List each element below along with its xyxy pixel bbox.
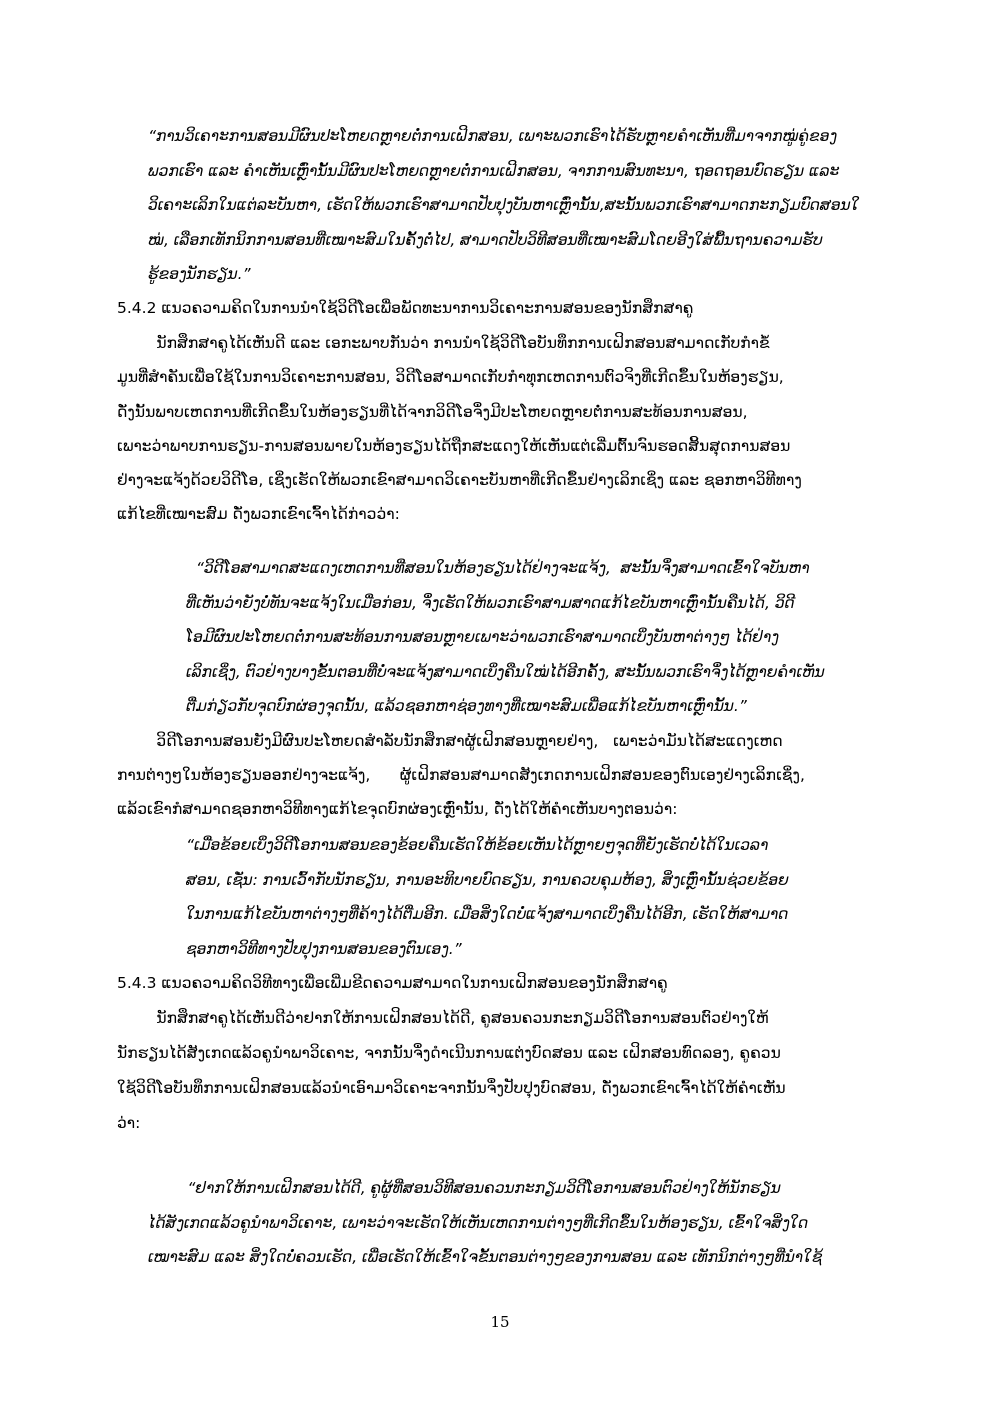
section-heading-5-4-3: 5.4.3 ແນວຄວາມຄິດວິທີທາງເພື່ອເພີ່ມຂີດຄວາມສາມາດໃນການເຝິກສອນຂອງນັກສຶກສາຄູ [117, 974, 668, 992]
paragraph-line: ຢ່າງຈະແຈ້ງດ້ວຍວິດີໂອ, ເຊິ່ງເຮັດໃຫ້ພວກເຂົາສາມາດວິເຄາະບັນຫາທີ່ເກີດຂຶ້ນຢ່າງເລິກເຊິ່ງ ແລະ ຊອກຫາວິທີທາງ [117, 471, 802, 490]
quote-line: ວິເຄາະເລິກໃນແຕ່ລະບັນຫາ, ເຮັດໃຫ້ພວກເຮົາສາມາດປັບປຸງບັນຫາເຫຼົ່ານັ້ນ,ສະນັ້ນພວກເຮົາສາມາດກະກຽມບົດສອນໃ [148, 196, 860, 215]
paragraph-2 [117, 724, 890, 826]
paragraph-line: ນັກສຶກສາຄູໄດ້ເຫັນດີ ແລະ ເອກະພາບກັນວ່າ ການນຳໃຊ້ວິດີໂອບັນທຶກການເຝິກສອນສາມາດເກັບກຳຂໍ້ [117, 334, 770, 352]
quote-line: ເລິກເຊິ່ງ, ຕົວຢ່າງບາງຂັ້ນຕອນທີ່ບໍ່ຈະແຈ້ງສາມາດເບິ່ງຄືນໃໝ່ໄດ້ອີກຄັ້ງ, ສະນັ້ນພວກເຮົາຈຶ່ງໄດ້ຫຼາຍຄຳເຫັນ [186, 662, 825, 681]
paragraph-line: ດັ່ງນັ້ນພາບເຫດການທີ່ເກີດຂຶ້ນໃນຫ້ອງຮຽນທີ່ໄດ້ຈາກວິດີໂອຈຶ່ງມີປະໂຫຍດຫຼາຍຕໍ່ການສະທ້ອນການສອນ, [117, 402, 748, 421]
quote-block-4 [148, 1171, 893, 1275]
quote-line: “ເມື່ອຂ້ອຍເບິ່ງວິດີໂອການສອນຂອງຂ້ອຍຄືນເຮັດໃຫ້ຂ້ອຍເຫັນໄດ້ຫຼາຍໆຈຸດທີ່ຍັງເຮັດບໍ່ໄດ້ໃນເວລາ [186, 836, 769, 854]
paragraph-3 [117, 1001, 890, 1141]
paragraph-line: ໃຊ້ວິດີໂອບັນທຶກການເຝິກສອນແລ້ວນຳເອົາມາວິເຄາະຈາກນັ້ນຈຶ່ງປັບປຸງບົດສອນ, ດັ່ງພວກເຂົາເຈົ້າໄດ້ໃຫ້ຄຳເຫັນ [117, 1079, 786, 1097]
paragraph-line: ແກ້ໄຂທີ່ເໝາະສົມ ດັ່ງພວກເຂົາເຈົ້າໄດ້ກ່າວວ່າ: [117, 505, 400, 524]
quote-line: ໄດ້ສັງເກດແລ້ວຄູນຳພາວິເຄາະ, ເພາະວ່າຈະເຮັດໃຫ້ເຫັນເຫດການຕ່າງໆທີ່ເກີດຂຶ້ນໃນຫ້ອງຮຽນ, ເຂົ້າໃຈສິ່ງໃດ [148, 1213, 809, 1232]
paragraph-line: ນັກຮຽນໄດ້ສັງເກດແລ້ວຄູນຳພາວິເຄາະ, ຈາກນັ້ນຈຶ່ງດຳເນີນການແຕ່ງບົດສອນ ແລະ ເຝິກສອນທົດລອງ, ຄູຄວນ [117, 1044, 781, 1062]
quote-line: ຕື່ມກ່ຽວກັບຈຸດບົກຜ່ອງຈຸດນັ້ນ, ແລ້ວຊອກຫາຊ່ອງທາງທີ່ເໝາະສົມເພື່ອແກ້ໄຂບັນຫາເຫຼົ່ານັ້ນ.” [186, 697, 747, 715]
paragraph-line: ເພາະວ່າພາບການຮຽນ-ການສອນພາຍໃນຫ້ອງຮຽນໄດ້ຖືກສະແດງໃຫ້ເຫັນແຕ່ເລີ່ມຕົ້ນຈົນຮອດສິ້ນສຸດການສອນ [117, 436, 791, 455]
paragraph-line: ມູນທີ່ສຳຄັນເພື່ອໃຊ້ໃນການວິເຄາະການສອນ, ວິດີໂອສາມາດເກັບກຳທຸກເຫດການຕົວຈິງທີ່ເກີດຂຶ້ນໃນຫ້ອງຮຽນ, [117, 368, 784, 387]
quote-line: ຊອກຫາວິທີທາງປັບປຸງການສອນຂອງຕົນເອງ.” [186, 939, 462, 958]
paragraph-line: ວ່າ: [117, 1114, 141, 1132]
paragraph-line: ການຕ່າງໆໃນຫ້ອງຮຽນອອກຢ່າງຈະແຈ້ງ, ຜູ້ເຝິກສອນສາມາດສັງເກດການເຝິກສອນຂອງຕົນເອງຢ່າງເລິກເຊິ່ງ, [117, 766, 805, 784]
quote-line: ທີ່ເຫັນວ່າຍັງບໍ່ທັນຈະແຈ້ງໃນເມື່ອກ່ອນ, ຈຶ່ງເຮັດໃຫ້ພວກເຮົາສາມສາດແກ້ໄຂບັນຫາເຫຼົ່ານັ້ນຄືນໄດ້, ວິດີ [186, 593, 795, 612]
quote-line: “ຢາກໃຫ້ການເຝິກສອນໄດ້ດີ, ຄູຜູ້ທີ່ສອນວິທີສອນຄວນກະກຽມວິດີໂອການສອນຕົວຢ່າງໃຫ້ນັກຮຽນ [148, 1179, 781, 1197]
quote-block-3 [186, 828, 890, 966]
quote-line: “ການວິເຄາະການສອນມີຜົນປະໂຫຍດຫຼາຍຕໍ່ການເຝິກສອນ, ເພາະພວກເຮົາໄດ້ຮັບຫຼາຍຄຳເຫັນທີ່ມາຈາກໝູ່ຄູ່ຂອງ [148, 127, 838, 145]
paragraph-line: ນັກສຶກສາຄູໄດ້ເຫັນດີວ່າຢາກໃຫ້ການເຝິກສອນໄດ້ດີ, ຄູສອນຄວນກະກຽມວິດີໂອການສອນຕົວຢ່າງໃຫ້ [117, 1009, 769, 1027]
page-number: 15 [490, 1313, 510, 1331]
quote-line: “ວິດີໂອສາມາດສະແດງເຫດການທີ່ສອນໃນຫ້ອງຮຽນໄດ້ຢ່າງຈະແຈ້ງ, ສະນັ້ນຈຶ່ງສາມາດເຂົ້າໃຈບັນຫາ [186, 559, 810, 577]
quote-block-1 [148, 119, 893, 292]
paragraph-line: ແລ້ວເຂົາກໍສາມາດຊອກຫາວິທີທາງແກ້ໄຂຈຸດບົກຜ່ອງເຫຼົ່ານັ້ນ, ດັ່ງໄດ້ໃຫ້ຄຳເຫັນບາງຕອນວ່າ: [117, 800, 678, 818]
quote-line: ໃນການແກ້ໄຂບັນຫາຕ່າງໆທີ່ຄ້າງໄດ້ຕື່ມອີກ. ເມື່ອສິ່ງໃດບໍ່ແຈ້ງສາມາດເບິ່ງຄືນໄດ້ອີກ, ເຮັດໃຫ້ສາມາດ [186, 905, 789, 923]
quote-line: ເໝາະສົມ ແລະ ສິ່ງໃດບໍ່ຄວນເຮັດ, ເພື່ອເຮັດໃຫ້ເຂົ້າໃຈຂັ້ນຕອນຕ່າງໆຂອງການສອນ ແລະ ເທັກນິກຕ່າງໆທີ່ນຳໃຊ້ [148, 1248, 823, 1266]
section-heading-5-4-2: 5.4.2 ແນວຄວາມຄິດໃນການນຳໃຊ້ວິດີໂອເພື່ອພັດທະນາການວິເຄາະການສອນຂອງນັກສຶກສາຄູ [117, 299, 694, 317]
quote-line: ຮູ້ຂອງນັກຮຽນ.” [148, 265, 251, 284]
quote-line: ສອນ, ເຊັ່ນ: ການເວົ້າກັບນັກຮຽນ, ການອະທິບາຍບົດຮຽນ, ການຄວບຄຸມຫ້ອງ, ສິ່ງເຫຼົ່ານັ້ນຊ່ວຍຂ້ອຍ [186, 870, 789, 889]
paragraph-1 [117, 326, 890, 532]
quote-line: ໝ່, ເລືອກເທັກນິກການສອນທີ່ເໝາະສົມໃນຄັ້ງຕໍ່ໄປ, ສາມາດປັບວິທີສອນທີ່ເໝາະສົມໂດຍອີງໃສ່ພື້ນຖານຄວາມຮັບ [148, 230, 823, 249]
paragraph-line: ວິດີໂອການສອນຍັງມີຜົນປະໂຫຍດສຳລັບນັກສຶກສາຜູ້ເຝິກສອນຫຼາຍຢ່າງ, ເພາະວ່າມັນໄດ້ສະແດງເຫດ [117, 732, 783, 750]
quote-line: ໂອມີຜົນປະໂຫຍດຕໍ່ການສະທ້ອນການສອນຫຼາຍເພາະວ່າພວກເຮົາສາມາດເບິ່ງບັນຫາຕ່າງໆ ໄດ້ຢ່າງ [186, 628, 779, 646]
quote-block-2 [186, 551, 890, 724]
quote-line: ພວກເຮົາ ແລະ ຄຳເຫັນເຫຼົ່ານັ້ນມີຜົນປະໂຫຍດຫຼາຍຕໍ່ການເຝິກສອນ, ຈາກການສົນທະນາ, ຖອດຖອນບົດຮຽນ ແລະ [148, 161, 840, 180]
